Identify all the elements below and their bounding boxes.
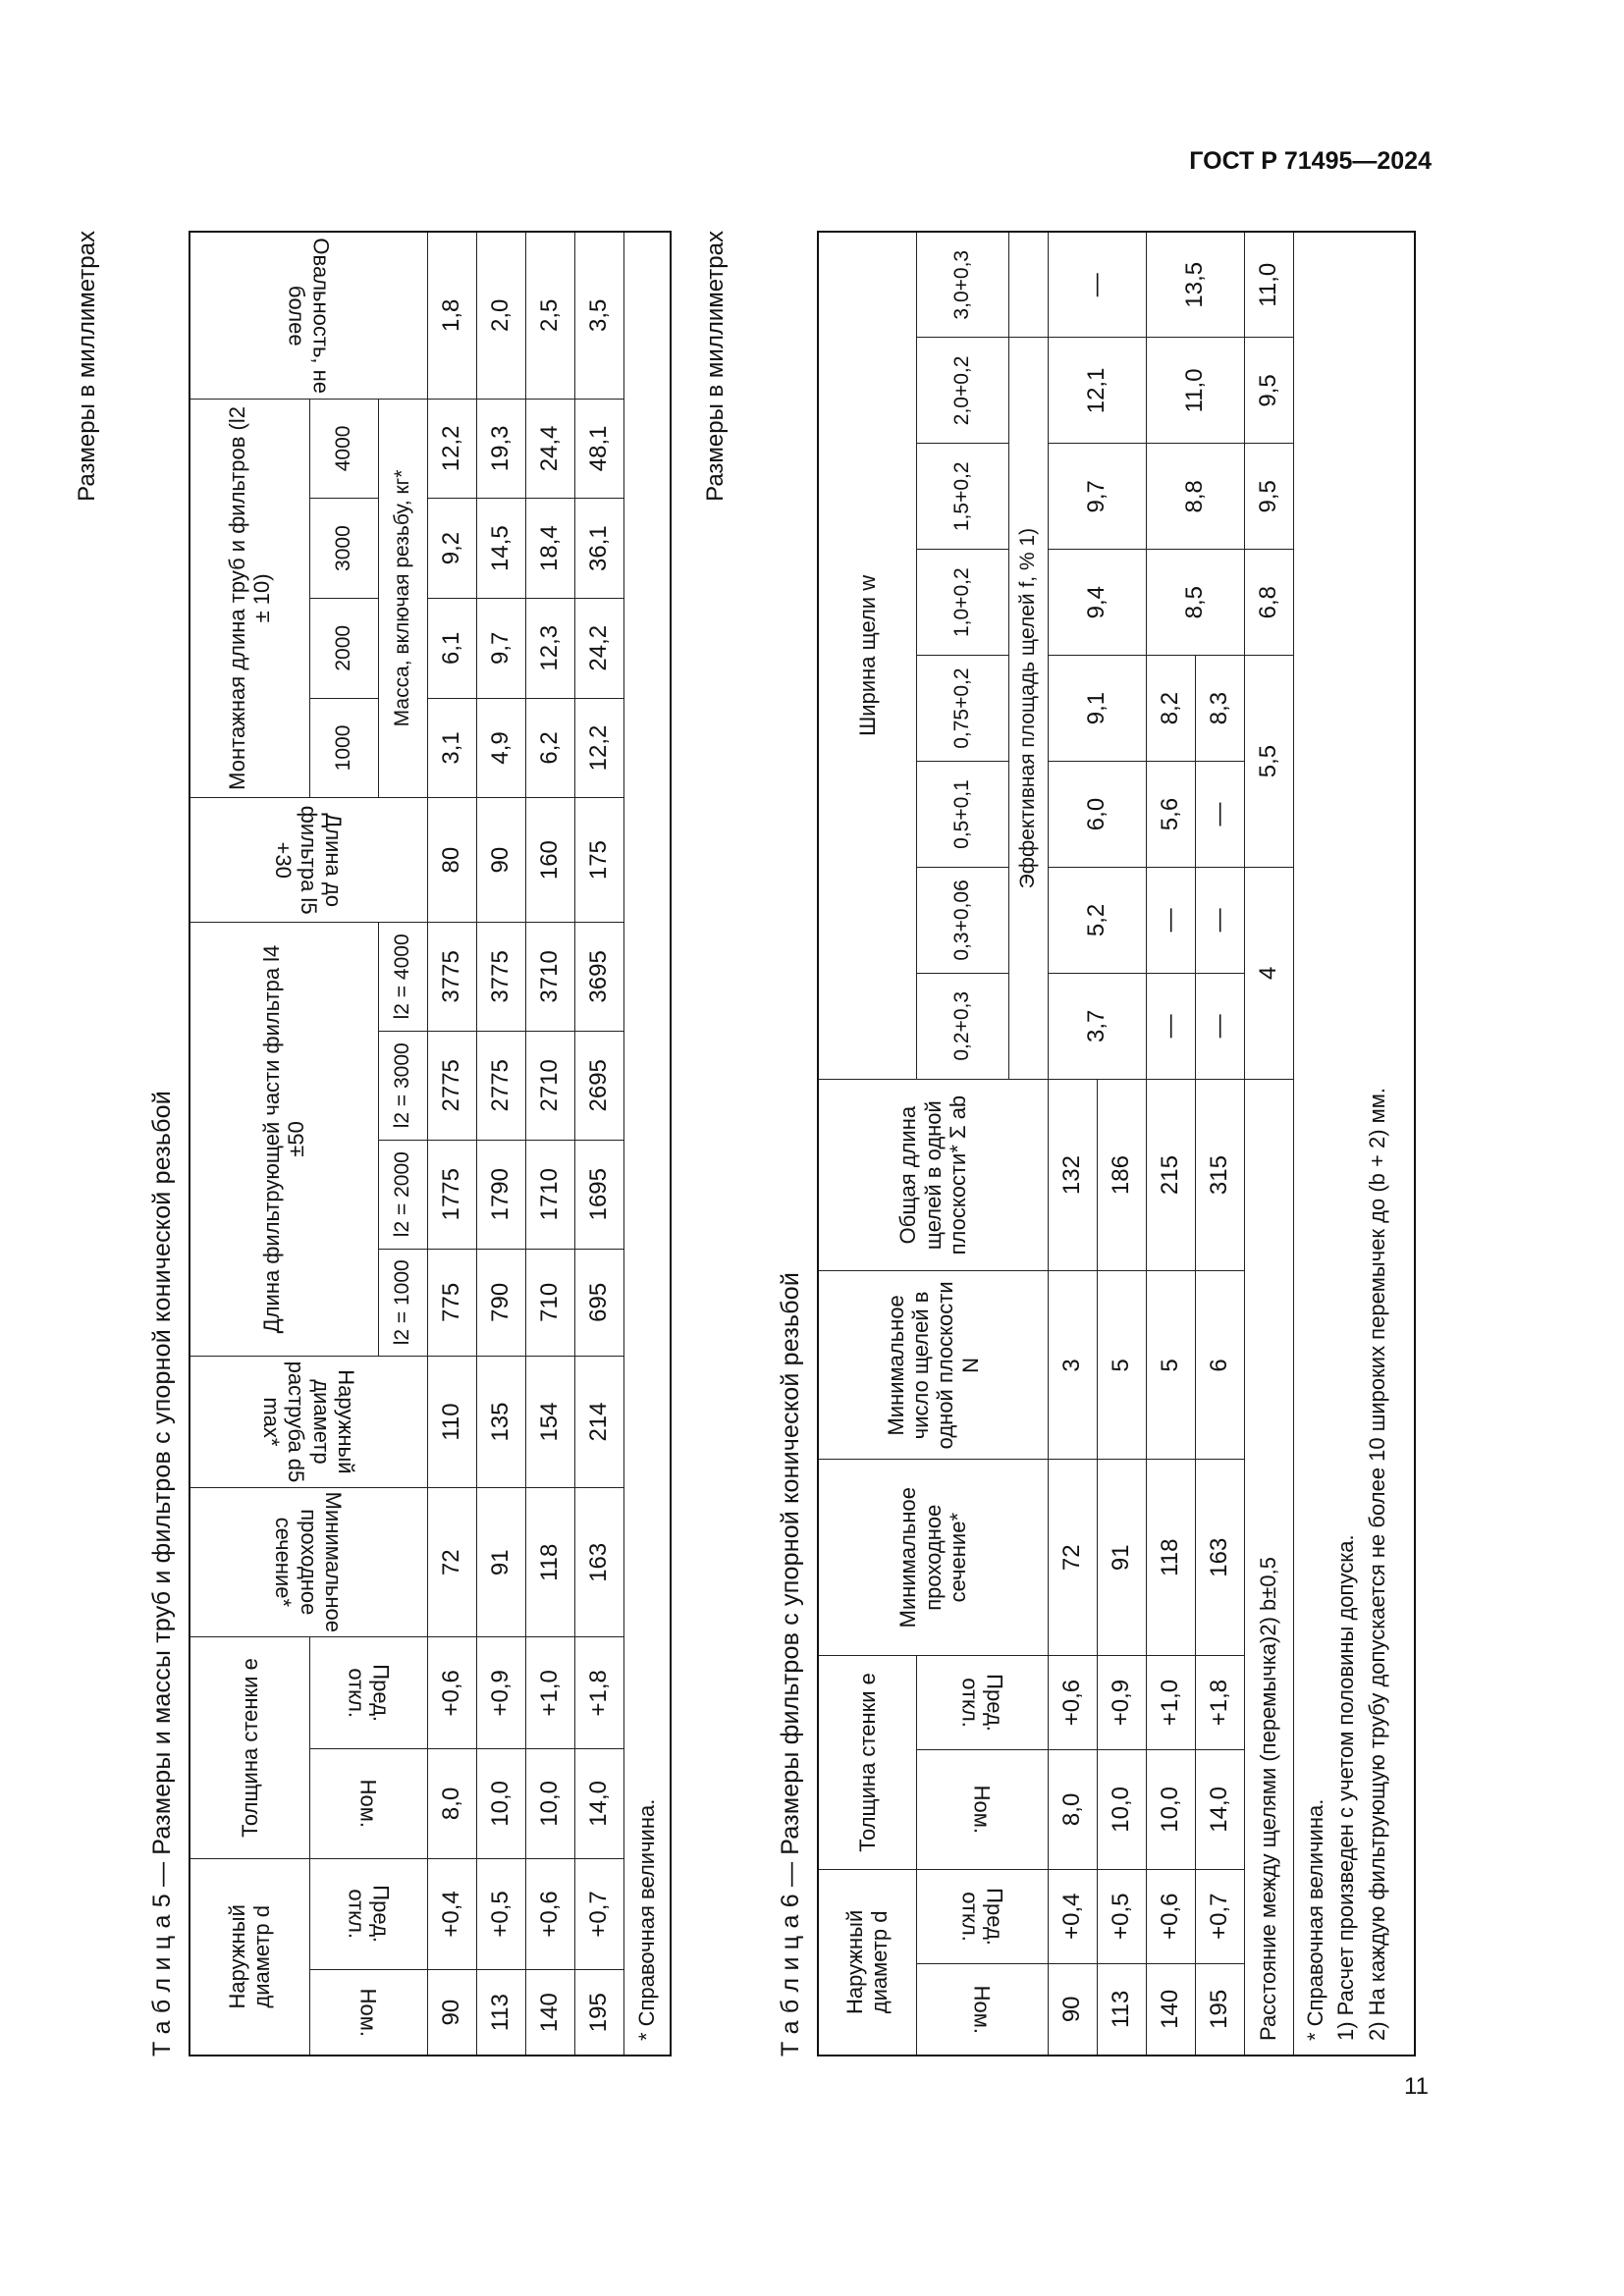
t6-header-e-tol: Пред. откл. [916, 1656, 1048, 1750]
cell: +0,7 [1195, 1869, 1244, 1963]
cell: 8,0 [1048, 1750, 1097, 1870]
cell: 80 [427, 798, 476, 923]
t5-header-install-length: Монтажная длина труб и фильтров (l2 ± 10) [189, 399, 309, 798]
cell: 36,1 [574, 499, 623, 599]
table5-caption: Т а б л и ц а 5 — Размеры и массы труб и фильтров с упорной конической резьбой [148, 1091, 176, 2056]
cell: 695 [574, 1249, 623, 1356]
note-3: 2) На каждую фильтрующую трубу допускается не более 10 широких перемычек до (b + 2) мм. [1365, 1087, 1390, 2041]
cell: 72 [427, 1488, 476, 1637]
note-2: 1) Расчет произведен с учетом половины допуска. [1333, 1534, 1359, 2041]
cell: 9,7 [476, 598, 525, 698]
cell: 5,5 [1244, 656, 1293, 868]
cell: 1710 [525, 1140, 574, 1249]
table6-notes [1293, 232, 1415, 2056]
cell: 90 [427, 1970, 476, 2056]
cell: 6,8 [1244, 550, 1293, 656]
t6-header-w-2-0: 2,0+0,2 [916, 338, 1008, 444]
t6-header-min-pass: Минимальное проходное сечение* [818, 1460, 1048, 1656]
t6-header-d-nom: Ном. [916, 1963, 1048, 2056]
bridge-label: Расстояние между щелями (перемычка)2) b±0,5 [1244, 1079, 1293, 2056]
cell: 140 [1146, 1963, 1195, 2056]
cell: 6,0 [1048, 762, 1146, 868]
cell: 18,4 [525, 499, 574, 599]
t5-header-d-tol: Пред. откл. [309, 1858, 427, 1970]
t6-header-wall: Толщина стенки e [818, 1656, 916, 1870]
cell: 12,1 [1048, 338, 1146, 444]
t5-header-l1000: l2 = 1000 [378, 1249, 427, 1356]
cell: +0,5 [476, 1858, 525, 1970]
cell: 8,5 [1146, 550, 1244, 656]
t5-header-mass: Масса, включая резьбу, кг* [378, 399, 427, 798]
cell: 315 [1195, 1079, 1244, 1271]
cell: 6,1 [427, 598, 476, 698]
cell: 3,7 [1048, 973, 1146, 1079]
cell: +0,4 [427, 1858, 476, 1970]
t5-header-2000: 2000 [309, 598, 378, 698]
cell: 2710 [525, 1031, 574, 1140]
cell: 6 [1195, 1271, 1244, 1460]
cell: 12,2 [574, 698, 623, 798]
t6-header-min-slots: Минимальное число щелей в одной плоскости N [818, 1271, 1048, 1460]
cell: +0,9 [1097, 1656, 1146, 1750]
table6-caption: Т а б л и ц а 6 — Размеры фильтров с упорной конической резьбой [777, 1271, 804, 2056]
table6-units: Размеры в миллиметрах [702, 231, 729, 502]
table6 [817, 231, 1416, 2056]
cell: 3695 [574, 922, 623, 1031]
cell: +0,6 [427, 1637, 476, 1749]
t5-header-length-to-filter: Длина до фильтра l5 +30 [189, 798, 427, 923]
cell: 195 [574, 1970, 623, 2056]
cell: +1,8 [1195, 1656, 1244, 1750]
t6-header-w-0-75: 0,75+0,2 [916, 656, 1008, 762]
cell: 6,2 [525, 698, 574, 798]
document-header: ГОСТ Р 71495—2024 [1189, 147, 1432, 175]
cell: +0,6 [1146, 1869, 1195, 1963]
cell: 186 [1097, 1079, 1146, 1271]
cell: 3,1 [427, 698, 476, 798]
cell: 14,5 [476, 499, 525, 599]
cell: 5,2 [1048, 867, 1146, 973]
cell: +0,7 [574, 1858, 623, 1970]
cell: +0,9 [476, 1637, 525, 1749]
cell: +1,0 [525, 1637, 574, 1749]
cell: 710 [525, 1249, 574, 1356]
cell: 3,5 [574, 232, 623, 399]
cell: 13,5 [1146, 232, 1244, 338]
cell: 90 [476, 798, 525, 923]
table-row [525, 232, 574, 2056]
cell: 10,0 [1146, 1750, 1195, 1870]
table-row-bridge [1244, 232, 1293, 2056]
cell: 19,3 [476, 399, 525, 499]
table5-footnote: * Справочная величина. [623, 232, 671, 2056]
t5-header-4000: 4000 [309, 399, 378, 499]
table-row [1048, 232, 1097, 2056]
cell: — [1048, 232, 1146, 338]
cell: 2,0 [476, 232, 525, 399]
cell: 14,0 [574, 1749, 623, 1858]
cell: — [1195, 867, 1244, 973]
cell: 8,2 [1146, 656, 1195, 762]
cell: 9,5 [1244, 444, 1293, 550]
table5-units: Размеры в миллиметрах [74, 231, 100, 502]
t6-header-empty [1008, 232, 1048, 338]
t6-header-slot-width: Ширина щели w [818, 232, 916, 1079]
cell: 9,4 [1048, 550, 1146, 656]
cell: — [1146, 973, 1195, 1079]
t5-header-wall: Толщина стенки e [189, 1637, 309, 1858]
t5-header-min-pass: Минимальное проходное сечение* [189, 1488, 427, 1637]
cell: 9,7 [1048, 444, 1146, 550]
t5-header-e-nom: Ном. [309, 1749, 427, 1858]
cell: 9,1 [1048, 656, 1146, 762]
t5-header-outer-diameter: Наружный диаметр d [189, 1858, 309, 2056]
t6-header-effective-area: Эффективная площадь щелей f, % 1) [1008, 338, 1048, 1079]
cell: +0,6 [525, 1858, 574, 1970]
cell: 91 [476, 1488, 525, 1637]
cell: 113 [1097, 1963, 1146, 2056]
cell: 3710 [525, 922, 574, 1031]
cell: 9,2 [427, 499, 476, 599]
t5-header-ovality: Овальность, не более [189, 232, 427, 399]
cell: 215 [1146, 1079, 1195, 1271]
cell: 113 [476, 1970, 525, 2056]
cell: 24,2 [574, 598, 623, 698]
cell: 14,0 [1195, 1750, 1244, 1870]
cell: 12,2 [427, 399, 476, 499]
table-row [476, 232, 525, 2056]
cell: 790 [476, 1249, 525, 1356]
t5-header-d-nom: Ном. [309, 1970, 427, 2056]
cell: 90 [1048, 1963, 1097, 2056]
cell: — [1195, 762, 1244, 868]
cell: 140 [525, 1970, 574, 2056]
cell: 91 [1097, 1460, 1146, 1656]
cell: 11,0 [1146, 338, 1244, 444]
t5-header-e-tol: Пред. откл. [309, 1637, 427, 1749]
cell: 163 [1195, 1460, 1244, 1656]
cell: 2775 [476, 1031, 525, 1140]
cell: 160 [525, 798, 574, 923]
cell: 5 [1097, 1271, 1146, 1460]
cell: 1695 [574, 1140, 623, 1249]
t6-header-outer-diameter: Наружный диаметр d [818, 1869, 916, 2056]
cell: 10,0 [476, 1749, 525, 1858]
cell: 3775 [427, 922, 476, 1031]
cell: 3 [1048, 1271, 1097, 1460]
page-number: 11 [1404, 2073, 1429, 2100]
cell: 1790 [476, 1140, 525, 1249]
cell: 10,0 [1097, 1750, 1146, 1870]
cell: 8,8 [1146, 444, 1244, 550]
t6-header-w-0-3: 0,3+0,06 [916, 867, 1008, 973]
cell: 2,5 [525, 232, 574, 399]
cell: 24,4 [525, 399, 574, 499]
t6-header-total-length: Общая длина щелей в одной плоскости* Σ ab [818, 1079, 1048, 1271]
cell: — [1146, 867, 1195, 973]
cell: 72 [1048, 1460, 1097, 1656]
cell: 11,0 [1244, 232, 1293, 338]
cell: 175 [574, 798, 623, 923]
t6-header-w-1-5: 1,5+0,2 [916, 444, 1008, 550]
cell: +1,8 [574, 1637, 623, 1749]
cell: 10,0 [525, 1749, 574, 1858]
cell: 2775 [427, 1031, 476, 1140]
t5-header-l4000: l2 = 4000 [378, 922, 427, 1031]
cell: 195 [1195, 1963, 1244, 2056]
cell: 48,1 [574, 399, 623, 499]
cell: 110 [427, 1356, 476, 1487]
cell: 118 [525, 1488, 574, 1637]
cell: 5,6 [1146, 762, 1195, 868]
cell: 12,3 [525, 598, 574, 698]
t6-header-w-0-2: 0,2+0,3 [916, 973, 1008, 1079]
cell: 4,9 [476, 698, 525, 798]
cell: 2695 [574, 1031, 623, 1140]
t5-header-l2000: l2 = 2000 [378, 1140, 427, 1249]
t6-header-w-3-0: 3,0+0,3 [916, 232, 1008, 338]
cell: 135 [476, 1356, 525, 1487]
cell: 163 [574, 1488, 623, 1637]
t6-header-w-1-0: 1,0+0,2 [916, 550, 1008, 656]
cell: 9,5 [1244, 338, 1293, 444]
t5-header-socket: Наружный диаметр раструба d5 max* [189, 1356, 427, 1487]
t6-header-d-tol: Пред. откл. [916, 1869, 1048, 1963]
cell: +0,4 [1048, 1869, 1097, 1963]
table-row [427, 232, 476, 2056]
cell: 775 [427, 1249, 476, 1356]
table5 [189, 231, 672, 2056]
cell: 1,8 [427, 232, 476, 399]
cell: +0,5 [1097, 1869, 1146, 1963]
cell: +1,0 [1146, 1656, 1195, 1750]
t5-header-l3000: l2 = 3000 [378, 1031, 427, 1140]
cell: +0,6 [1048, 1656, 1097, 1750]
table6-block [702, 231, 1416, 2056]
cell: 5 [1146, 1271, 1195, 1460]
note-1: * Справочная величина. [1302, 1798, 1327, 2041]
cell: 1775 [427, 1140, 476, 1249]
t5-header-1000: 1000 [309, 698, 378, 798]
cell: 118 [1146, 1460, 1195, 1656]
cell: 4 [1244, 867, 1293, 1079]
t6-header-w-0-5: 0,5+0,1 [916, 762, 1008, 868]
table-row [1146, 232, 1195, 2056]
cell: 8,3 [1195, 656, 1244, 762]
cell: — [1195, 973, 1244, 1079]
cell: 154 [525, 1356, 574, 1487]
table5-block [74, 231, 672, 2056]
t5-header-3000: 3000 [309, 499, 378, 599]
cell: 8,0 [427, 1749, 476, 1858]
cell: 214 [574, 1356, 623, 1487]
t5-header-filter-length: Длина фильтрующей части фильтра l4 ±50 [189, 922, 378, 1356]
cell: 3775 [476, 922, 525, 1031]
table-row [574, 232, 623, 2056]
cell: 132 [1048, 1079, 1097, 1271]
t6-header-e-nom: Ном. [916, 1750, 1048, 1870]
